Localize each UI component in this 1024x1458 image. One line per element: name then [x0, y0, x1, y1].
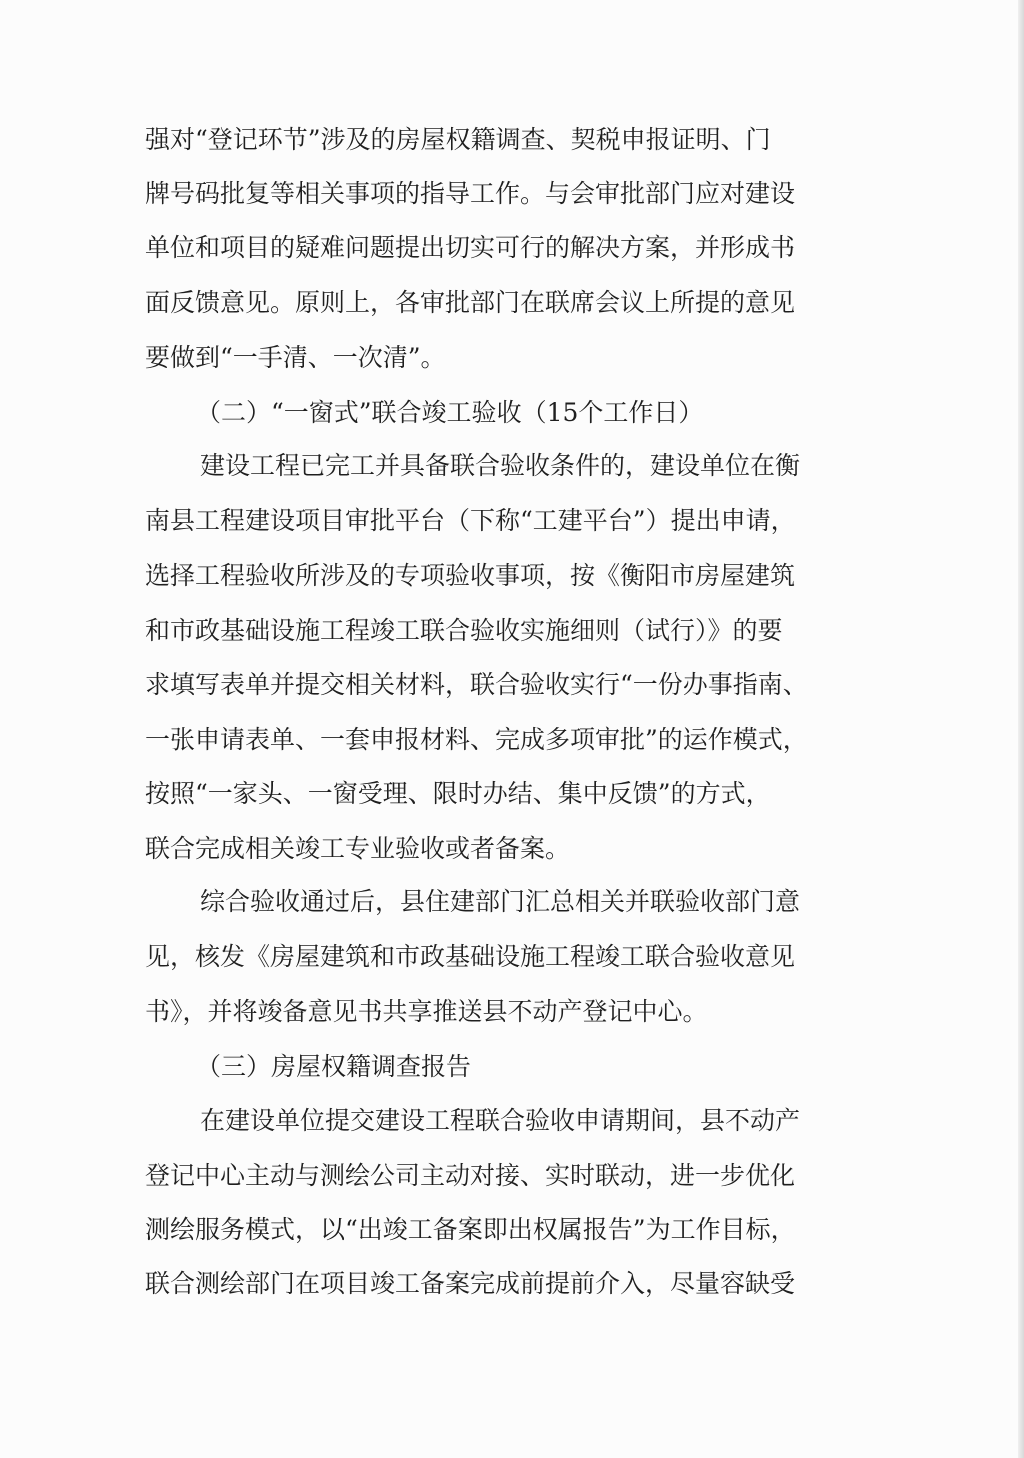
text-line: 建设工程已完工并具备联合验收条件的，建设单位在衡: [200, 451, 801, 480]
text-line: 登记中心主动与测绘公司主动对接、实时联动，进一步优化: [145, 1161, 796, 1190]
text-line: 一张申请表单、一套申报材料、完成多项审批”的运作模式，: [145, 725, 808, 754]
page-right-edge: [1018, 0, 1024, 1458]
text-line: 单位和项目的疑难问题提出切实可行的解决方案，并形成书: [145, 233, 796, 262]
text-line: 联合测绘部门在项目竣工备案完成前提前介入，尽量容缺受: [145, 1269, 796, 1298]
heading-text: （二）“一窗式”联合竣工验收（15个工作日）: [196, 398, 704, 427]
text-line: 书》，并将竣备意见书共享推送县不动产登记中心。: [145, 997, 708, 1026]
text-line: 测绘服务模式，以“出竣工备案即出权属报告”为工作目标，: [145, 1215, 796, 1244]
text-line: 面反馈意见。原则上，各审批部门在联席会议上所提的意见: [145, 288, 796, 317]
text-line: 和市政基础设施工程竣工联合验收实施细则（试行）》的要: [145, 616, 783, 645]
text-line: 综合验收通过后，县住建部门汇总相关并联验收部门意: [200, 887, 801, 916]
heading-text: （三）房屋权籍调查报告: [196, 1052, 472, 1081]
text-line: 按照“一家头、一窗受理、限时办结、集中反馈”的方式，: [145, 779, 771, 808]
text-line: 要做到“一手清、一次清”。: [145, 343, 446, 372]
text-line: 求填写表单并提交相关材料，联合验收实行“一份办事指南、: [145, 670, 808, 699]
text-line: 联合完成相关竣工专业验收或者备案。: [145, 834, 571, 863]
text-line: 南县工程建设项目审批平台（下称“工建平台”）提出申请，: [145, 506, 796, 535]
text-line: 见，核发《房屋建筑和市政基础设施工程竣工联合验收意见: [145, 942, 796, 971]
text-line: 在建设单位提交建设工程联合验收申请期间，县不动产: [200, 1106, 801, 1135]
text-line: 强对“登记环节”涉及的房屋权籍调查、契税申报证明、门: [145, 125, 771, 154]
text-line: 牌号码批复等相关事项的指导工作。与会审批部门应对建设: [145, 179, 796, 208]
text-line: 选择工程验收所涉及的专项验收事项，按《衡阳市房屋建筑: [145, 561, 796, 590]
